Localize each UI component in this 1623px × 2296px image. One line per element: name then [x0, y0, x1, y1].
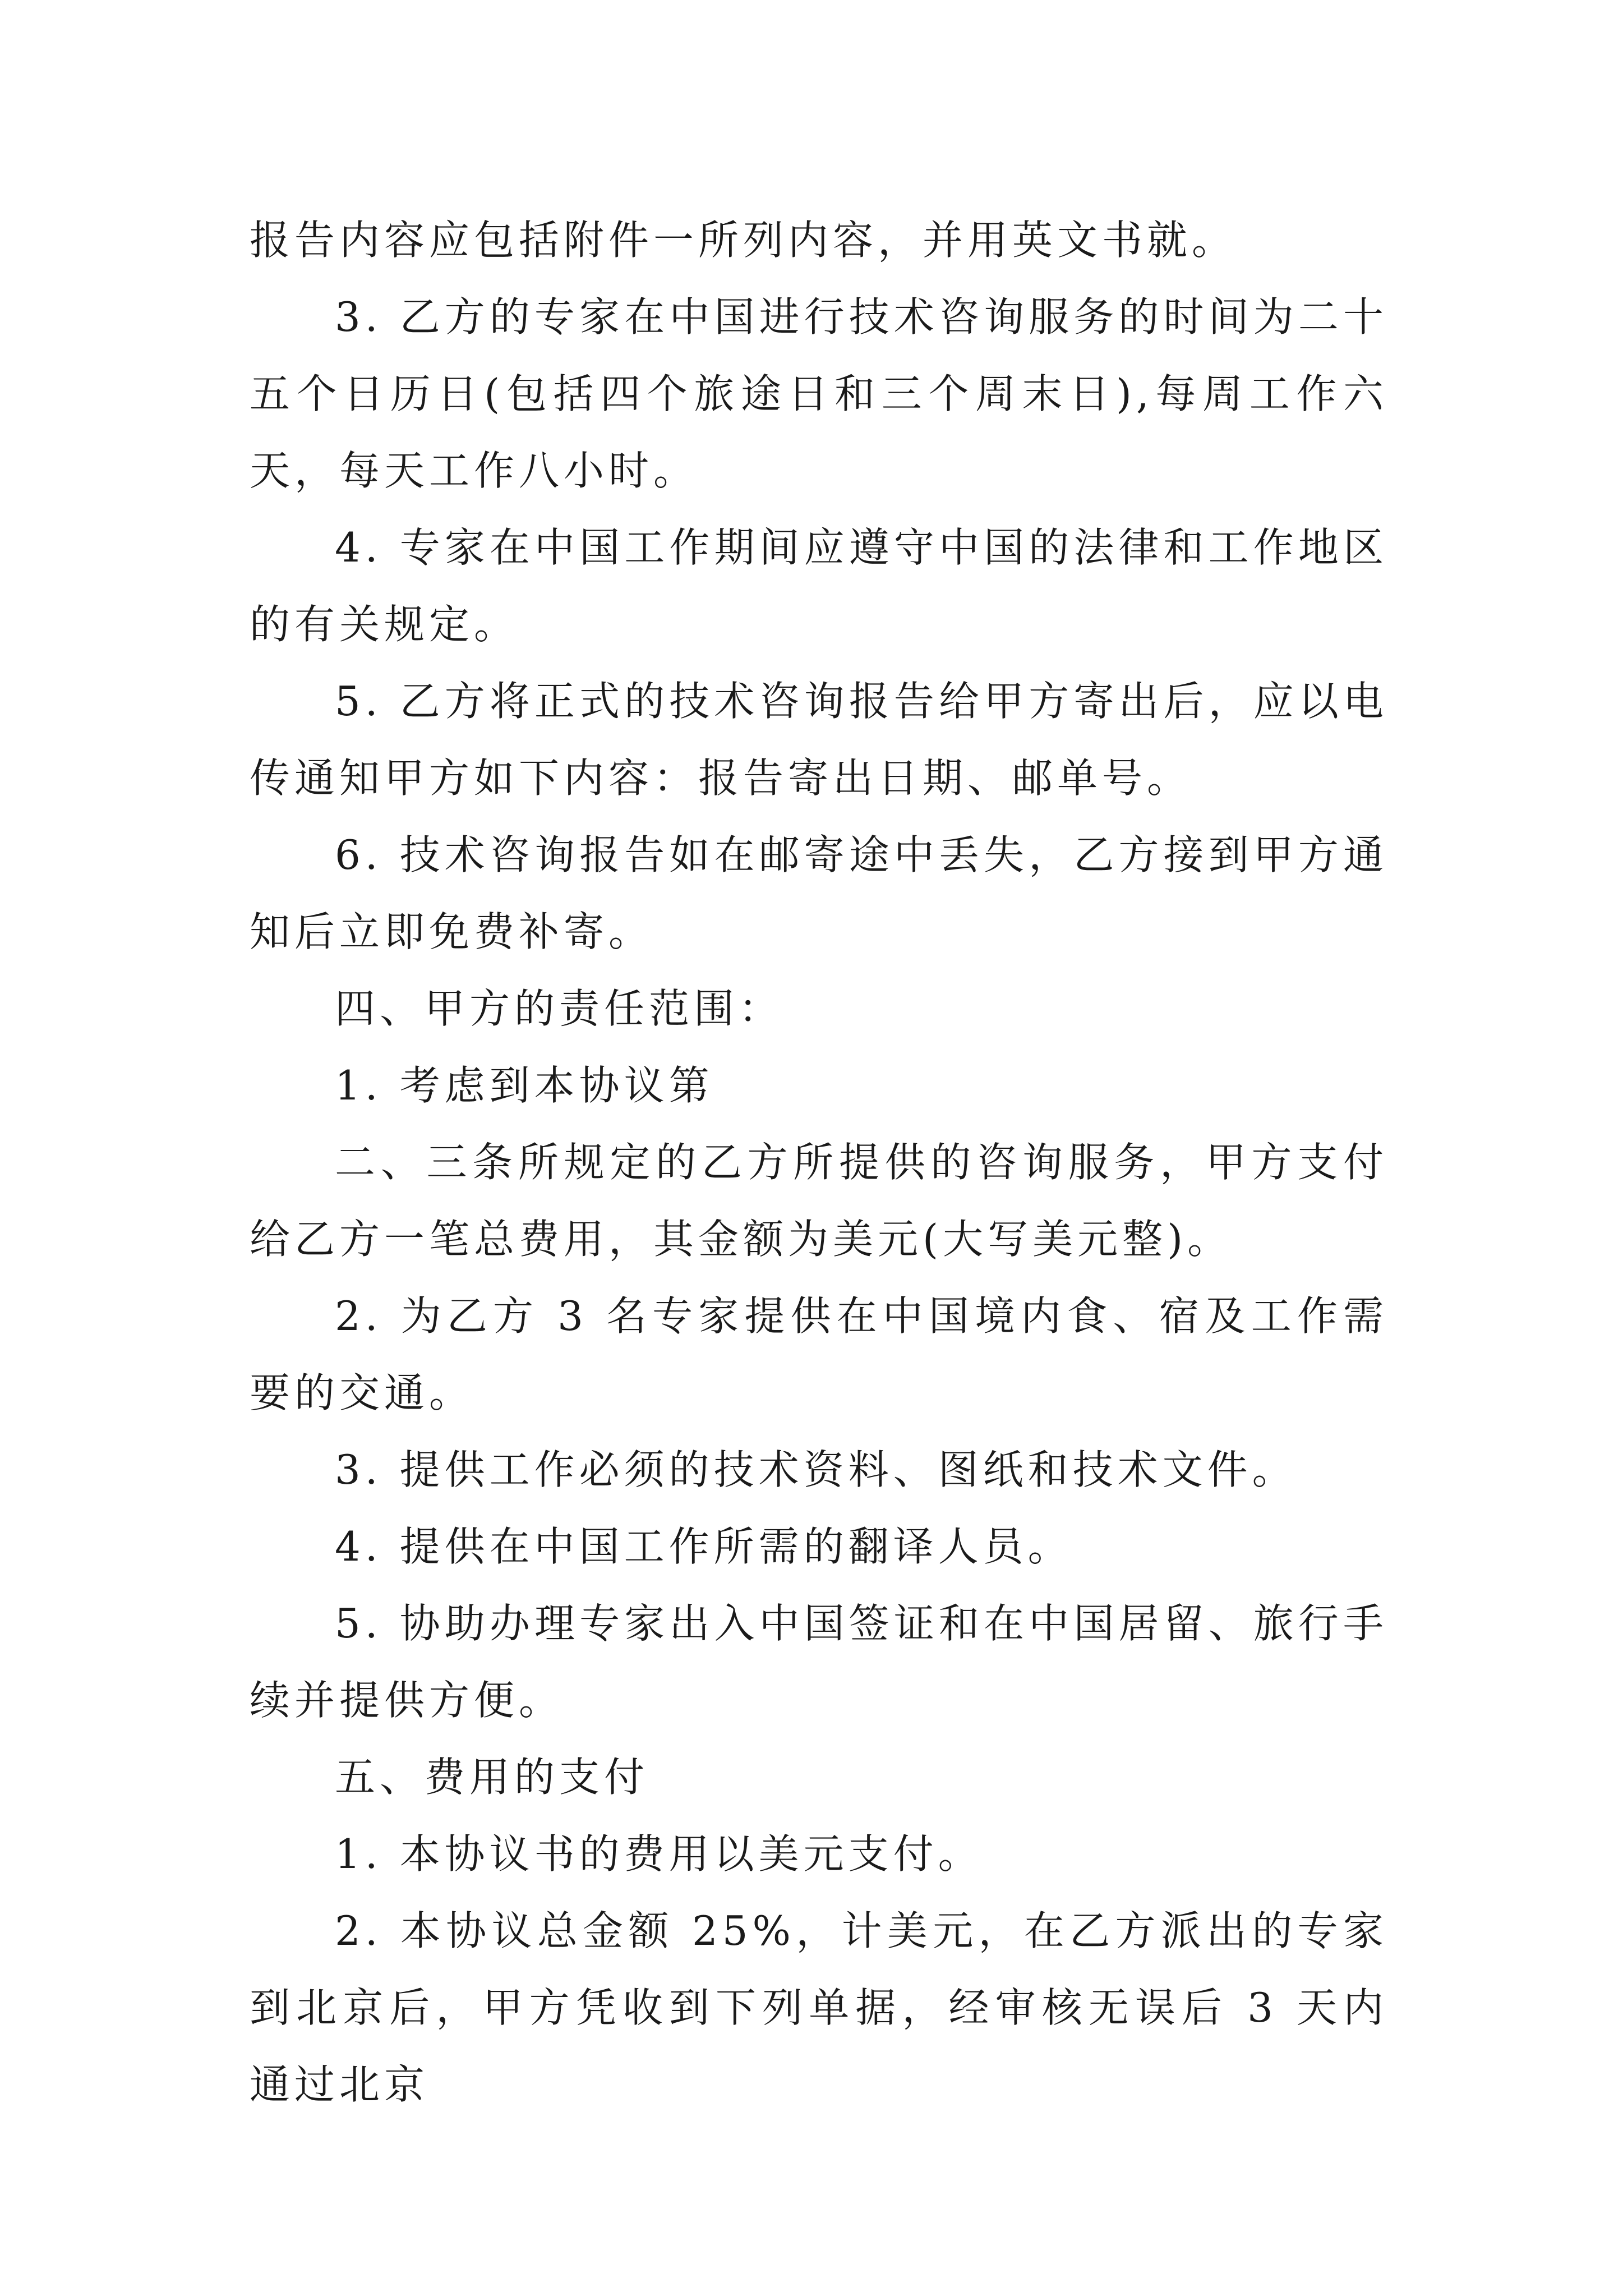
paragraph: 3. 提供工作必须的技术资料、图纸和技术文件。	[335, 1446, 1297, 1493]
paragraph: 二、三条所规定的乙方所提供的咨询服务，甲方支付给乙方一笔总费用，其金额为美元(大写美元整)。	[250, 1139, 1388, 1263]
paragraph: 5. 协助办理专家出入中国签证和在中国居留、旅行手续并提供方便。	[250, 1600, 1388, 1724]
paragraph: 2. 为乙方 3 名专家提供在中国境内食、宿及工作需要的交通。	[250, 1292, 1388, 1416]
paragraph: 报告内容应包括附件一所列内容，并用英文书就。	[250, 217, 1237, 264]
paragraph: 4. 专家在中国工作期间应遵守中国的法律和工作地区的有关规定。	[250, 524, 1388, 648]
section-heading: 五、费用的支付	[335, 1754, 649, 1801]
paragraph: 6. 技术咨询报告如在邮寄途中丢失，乙方接到甲方通知后立即免费补寄。	[250, 831, 1388, 955]
paragraph: 1. 考虑到本协议第	[335, 1062, 714, 1109]
section-heading: 四、甲方的责任范围：	[335, 985, 784, 1032]
paragraph: 1. 本协议书的费用以美元支付。	[335, 1830, 983, 1878]
paragraph: 5. 乙方将正式的技术咨询报告给甲方寄出后，应以电传通知甲方如下内容：报告寄出日期、邮单号。	[250, 678, 1388, 802]
paragraph: 3. 乙方的专家在中国进行技术咨询服务的时间为二十五个日历日(包括四个旅途日和三个周末日),每周工作六天，每天工作八小时。	[250, 293, 1388, 494]
paragraph: 4. 提供在中国工作所需的翻译人员。	[335, 1523, 1073, 1570]
document-body	[250, 202, 1388, 2123]
paragraph: 2. 本协议总金额 25%，计美元，在乙方派出的专家到北京后，甲方凭收到下列单据，经审核无误后 3 天内通过北京	[250, 1907, 1388, 2108]
